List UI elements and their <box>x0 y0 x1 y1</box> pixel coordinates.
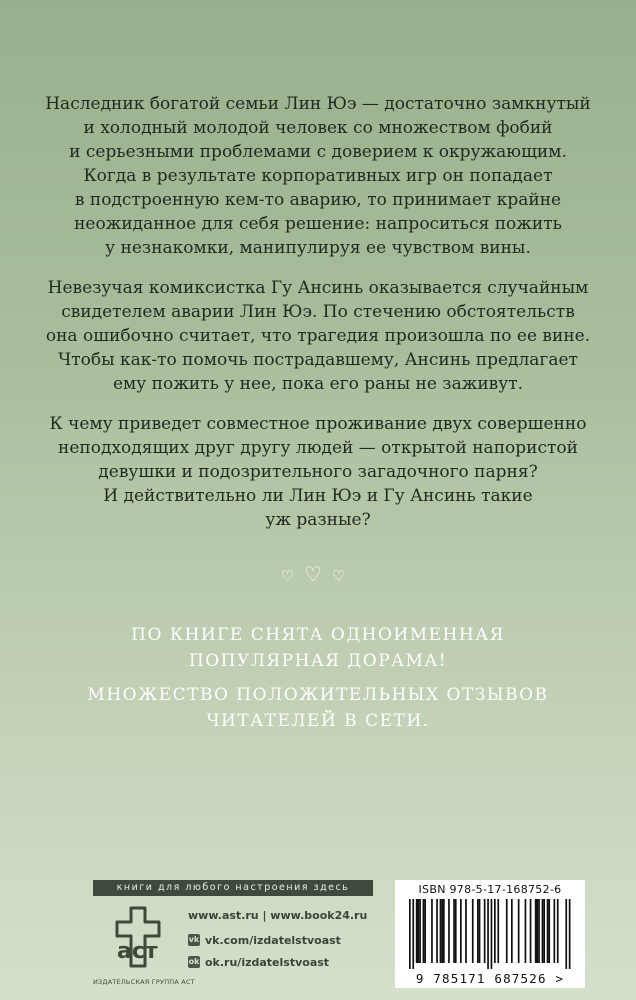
ean-digits: 9 785171 687526 > <box>415 971 565 986</box>
barcode-bar <box>465 899 467 963</box>
text-line: неожиданное для себя решение: напроситься пожить <box>74 214 562 234</box>
barcode-bar <box>460 899 462 963</box>
barcode-bar <box>525 899 527 963</box>
barcode-bar <box>453 899 455 963</box>
barcode-bar <box>423 899 425 963</box>
barcode-bar <box>538 899 540 963</box>
text-line: К чему приведет совместное проживание двух совершенно <box>49 414 587 434</box>
barcode-bar <box>440 899 442 963</box>
text-line: Наследник богатой семьи Лин Юэ — достаточно замкнутый <box>45 94 591 114</box>
barcode-bar <box>484 899 486 963</box>
barcode-bar <box>443 899 445 963</box>
text-line: в подстроенную кем-то аварию, то принимает крайне <box>74 190 562 210</box>
barcode-bar <box>548 899 550 963</box>
barcode-bar <box>448 899 450 963</box>
barcode-bar <box>569 899 571 969</box>
text-line: Когда в результате корпоративных игр он попадает <box>83 166 553 186</box>
barcode-bar <box>416 899 418 963</box>
promo-line: ЧИТАТЕЛЕЙ В СЕТИ. <box>206 711 430 731</box>
barcode-bar <box>565 899 567 969</box>
text-line: девушки и подозрительного загадочного парня? <box>98 462 538 482</box>
logo-text: аст <box>117 939 158 964</box>
text-line: неподходящих друг другу людей — открытой напористой <box>58 438 578 458</box>
publisher-links <box>188 905 378 973</box>
text-line: ему пожить у нее, пока его раны не заживут. <box>112 374 524 394</box>
barcode-bar <box>455 899 457 963</box>
barcode-bar <box>431 899 433 963</box>
barcode-bar <box>487 899 489 969</box>
barcode-bar <box>441 899 443 963</box>
barcode-bar <box>543 899 545 963</box>
barcode-bar <box>537 899 539 963</box>
description-paragraph-3 <box>40 412 596 532</box>
ok-icon: ok <box>188 957 200 966</box>
promo-reviews <box>40 682 596 734</box>
promo-line: МНОЖЕСТВО ПОЛОЖИТЕЛЬНЫХ ОТЗЫВОВ <box>87 685 549 705</box>
ast-logo-icon <box>109 902 167 974</box>
ok-link[interactable] <box>188 951 378 973</box>
barcode-bar <box>554 899 556 963</box>
barcode-bar <box>419 899 421 963</box>
website-links[interactable]: www.ast.ru | www.book24.ru <box>188 908 368 922</box>
barcode-bar <box>479 899 481 963</box>
barcode-bar <box>518 899 520 963</box>
text-line: И действительно ли Лин Юэ и Гу Ансинь такие <box>103 486 533 506</box>
barcode-bar <box>418 899 420 963</box>
barcode-bar <box>506 899 508 963</box>
promo-drama <box>40 622 596 674</box>
barcode-bar <box>436 899 438 963</box>
description-paragraph-1 <box>40 92 596 260</box>
barcode-bar <box>477 899 479 963</box>
publisher-caption: ИЗДАТЕЛЬСКАЯ ГРУППА АСТ <box>93 978 195 986</box>
text-line: и серьезными проблемами с доверием к окружающим. <box>69 142 567 162</box>
text-line: свидетелем аварии Лин Юэ. По стечению обстоятельств <box>61 302 575 322</box>
barcode-bar <box>547 899 549 963</box>
barcode-bar <box>497 899 499 963</box>
publisher-tagline: книги для любого настроения здесь <box>93 880 373 896</box>
barcode-icon <box>405 899 575 969</box>
barcode-bar <box>542 899 544 963</box>
barcode-panel <box>395 880 585 988</box>
barcode-bar <box>424 899 426 963</box>
text-line: Чтобы как-то помочь пострадавшему, Ансинь предлагает <box>58 350 578 370</box>
barcode-bar <box>472 899 474 963</box>
ok-link-text: ok.ru/izdatelstvoast <box>205 955 330 969</box>
text-line: уж разные? <box>265 510 371 530</box>
barcode-bar <box>535 899 537 963</box>
isbn-number: ISBN 978-5-17-168752-6 <box>418 883 562 896</box>
text-line: у незнакомки, манипулируя ее чувством вины. <box>105 238 531 258</box>
vk-link[interactable] <box>188 929 378 951</box>
small-heart-icon: ♡ <box>331 567 356 585</box>
barcode-bar <box>412 899 414 969</box>
text-line: и холодный молодой человек со множеством фобий <box>83 118 553 138</box>
barcode-bar <box>511 899 513 963</box>
barcode-bar <box>491 899 493 969</box>
barcode-bar <box>530 899 532 963</box>
vk-link-text: vk.com/izdatelstvoast <box>205 933 341 947</box>
heart-icon: ♡ <box>304 562 332 586</box>
promo-line: ПОПУЛЯРНАЯ ДОРАМА! <box>188 651 448 671</box>
barcode-bar <box>557 899 559 963</box>
barcode-bar <box>494 899 496 963</box>
barcode-bar <box>409 899 411 969</box>
hearts-ornament-icon <box>0 562 636 586</box>
vk-icon: vk <box>188 935 200 944</box>
description-paragraph-2 <box>40 276 596 396</box>
text-line: она ошибочно считает, что трагедия произошла по ее вине. <box>45 326 591 346</box>
small-heart-icon: ♡ <box>280 567 305 585</box>
promo-line: ПО КНИГЕ СНЯТА ОДНОИМЕННАЯ <box>131 625 505 645</box>
text-line: Невезучая комиксистка Гу Ансинь оказывается случайным <box>47 278 589 298</box>
